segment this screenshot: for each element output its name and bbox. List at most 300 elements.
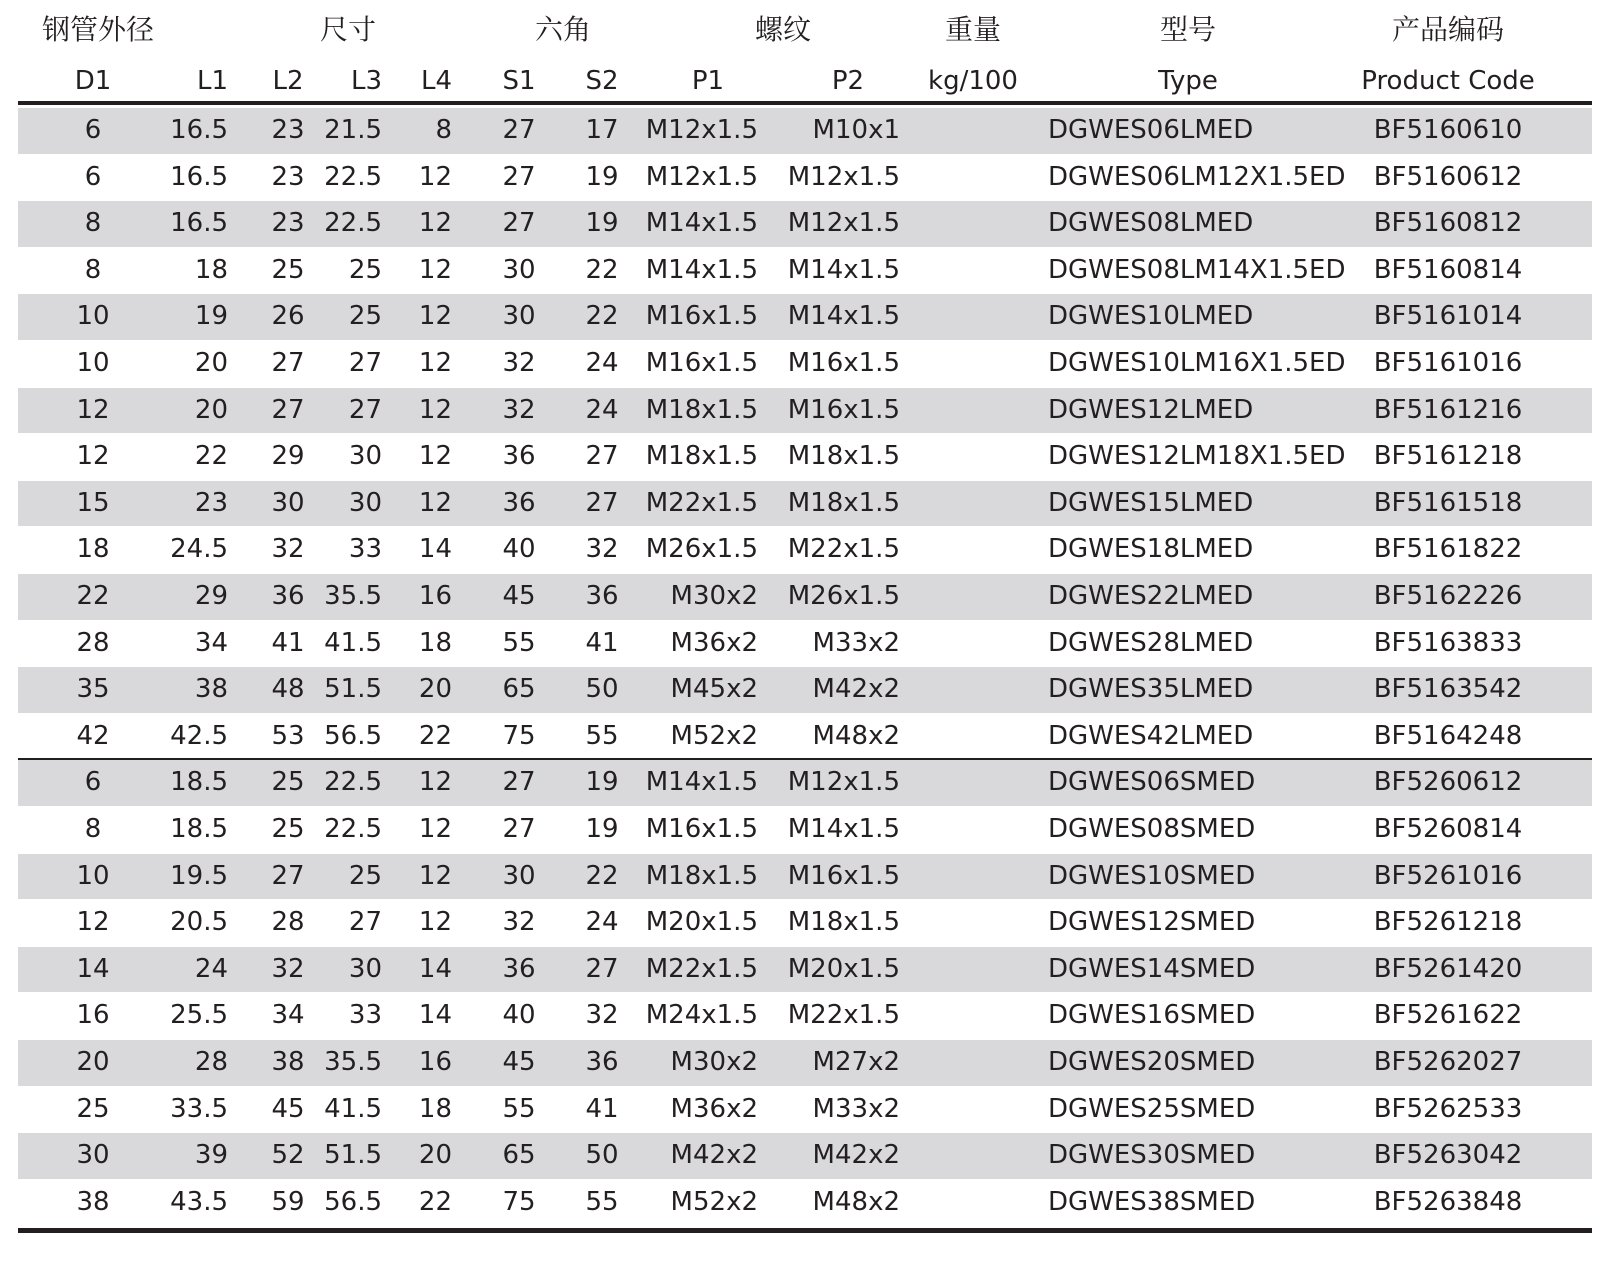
- cell-d1: 20: [76, 1047, 110, 1077]
- cell-l2: 28: [271, 907, 305, 938]
- cell-d1: 12: [76, 907, 110, 938]
- cell-l4: 8: [435, 115, 452, 145]
- cell-weight: [918, 667, 1028, 713]
- cell-p2: M14x1.5: [787, 301, 900, 332]
- cell-weight: [918, 807, 1028, 853]
- cell-l2: 23: [271, 208, 305, 239]
- cell-type: DGWES06SMED: [1048, 767, 1256, 798]
- cell-l3: 51.5: [324, 674, 382, 705]
- header-col-weight: kg/100: [928, 66, 1018, 96]
- cell-l2: 32: [271, 534, 305, 565]
- table-row: [18, 434, 1592, 480]
- cell-s2: 19: [585, 814, 619, 844]
- cell-l2: 23: [271, 115, 305, 145]
- cell-p1: M30x2: [670, 1047, 758, 1077]
- cell-s1: 32: [502, 348, 536, 378]
- cell-l4: 12: [418, 348, 452, 378]
- header-group-row: [18, 0, 1592, 60]
- cell-l3: 30: [348, 487, 382, 518]
- header-col-s1: S1: [502, 66, 536, 96]
- cell-p2: M42x2: [812, 674, 900, 705]
- cell-p2: M16x1.5: [787, 348, 900, 378]
- cell-s1: 27: [502, 161, 536, 192]
- cell-l4: 12: [418, 161, 452, 192]
- cell-l1: 24.5: [170, 534, 228, 565]
- cell-p1: M18x1.5: [645, 441, 758, 472]
- cell-code: BF5162226: [1373, 581, 1523, 611]
- table-row: [18, 900, 1592, 946]
- cell-s1: 27: [502, 767, 536, 798]
- cell-l4: 20: [418, 674, 452, 705]
- cell-l4: 16: [418, 581, 452, 611]
- cell-l3: 41.5: [324, 627, 382, 658]
- cell-p2: M12x1.5: [787, 161, 900, 192]
- table-row: [18, 760, 1592, 806]
- cell-p1: M36x2: [670, 627, 758, 658]
- table-row: [18, 621, 1592, 667]
- cell-l1: 23: [194, 487, 228, 518]
- cell-weight: [918, 900, 1028, 946]
- cell-s1: 55: [502, 627, 536, 658]
- cell-p1: M45x2: [670, 674, 758, 705]
- cell-code: BF5261016: [1373, 860, 1523, 891]
- cell-type: DGWES10SMED: [1048, 860, 1256, 891]
- cell-s1: 45: [502, 1047, 536, 1077]
- cell-p1: M16x1.5: [645, 814, 758, 844]
- cell-code: BF5161518: [1373, 487, 1523, 518]
- cell-d1: 10: [76, 860, 110, 891]
- cell-l2: 34: [271, 1000, 305, 1031]
- cell-l3: 22.5: [324, 208, 382, 239]
- table-row: [18, 388, 1592, 434]
- table-row: [18, 341, 1592, 387]
- cell-code: BF5261218: [1373, 907, 1523, 938]
- cell-d1: 16: [76, 1000, 110, 1031]
- cell-l2: 38: [271, 1047, 305, 1077]
- table-row: [18, 201, 1592, 247]
- cell-weight: [918, 341, 1028, 387]
- header-group-code: 产品编码: [1391, 13, 1504, 46]
- cell-p1: M52x2: [670, 720, 758, 751]
- cell-p2: M18x1.5: [787, 441, 900, 472]
- cell-l2: 53: [271, 720, 305, 751]
- cell-weight: [918, 574, 1028, 620]
- cell-p1: M24x1.5: [645, 1000, 758, 1031]
- cell-l1: 16.5: [170, 161, 228, 192]
- header-group-pipe-od: 钢管外径: [41, 13, 154, 46]
- cell-l3: 27: [348, 394, 382, 425]
- cell-code: BF5263042: [1373, 1140, 1523, 1171]
- cell-l4: 12: [418, 860, 452, 891]
- cell-s1: 32: [502, 907, 536, 938]
- cell-type: DGWES22LMED: [1048, 581, 1254, 611]
- cell-type: DGWES25SMED: [1048, 1093, 1256, 1124]
- cell-code: BF5260814: [1373, 814, 1523, 844]
- cell-l1: 38: [194, 674, 228, 705]
- cell-s1: 65: [502, 674, 536, 705]
- cell-weight: [918, 714, 1028, 760]
- table-row: [18, 993, 1592, 1039]
- cell-l3: 35.5: [324, 1047, 382, 1077]
- cell-d1: 28: [76, 627, 110, 658]
- cell-d1: 35: [76, 674, 110, 705]
- cell-d1: 22: [76, 581, 110, 611]
- cell-s1: 75: [502, 720, 536, 751]
- cell-s1: 30: [502, 860, 536, 891]
- cell-type: DGWES12LM18X1.5ED: [1048, 441, 1346, 472]
- cell-p1: M14x1.5: [645, 208, 758, 239]
- cell-l1: 42.5: [170, 720, 228, 751]
- cell-code: BF5260612: [1373, 767, 1523, 798]
- cell-l4: 14: [418, 953, 452, 984]
- cell-l4: 18: [418, 1093, 452, 1124]
- cell-l1: 20: [194, 348, 228, 378]
- cell-weight: [918, 1133, 1028, 1179]
- cell-l2: 25: [271, 767, 305, 798]
- cell-d1: 14: [76, 953, 110, 984]
- cell-l4: 12: [418, 301, 452, 332]
- table-row: [18, 854, 1592, 900]
- cell-s2: 19: [585, 161, 619, 192]
- cell-type: DGWES08LM14X1.5ED: [1048, 254, 1346, 285]
- header-col-l1: L1: [196, 66, 228, 96]
- cell-l4: 22: [418, 1186, 452, 1217]
- header-col-l3: L3: [350, 66, 382, 96]
- cell-l2: 36: [271, 581, 305, 611]
- cell-l4: 16: [418, 1047, 452, 1077]
- cell-p1: M16x1.5: [645, 348, 758, 378]
- cell-l4: 12: [418, 907, 452, 938]
- cell-s2: 19: [585, 767, 619, 798]
- table-row: [18, 1087, 1592, 1133]
- cell-code: BF5160812: [1373, 208, 1523, 239]
- cell-s2: 24: [585, 348, 619, 378]
- header-column-row: [18, 60, 1592, 102]
- cell-p1: M12x1.5: [645, 115, 758, 145]
- cell-l3: 56.5: [324, 1186, 382, 1217]
- cell-s1: 65: [502, 1140, 536, 1171]
- cell-p1: M30x2: [670, 581, 758, 611]
- cell-l4: 12: [418, 441, 452, 472]
- cell-l2: 29: [271, 441, 305, 472]
- cell-weight: [918, 993, 1028, 1039]
- cell-p1: M42x2: [670, 1140, 758, 1171]
- cell-p2: M27x2: [812, 1047, 900, 1077]
- table-row: [18, 1180, 1592, 1226]
- cell-code: BF5161822: [1373, 534, 1523, 565]
- header-col-d1: D1: [74, 66, 112, 96]
- cell-code: BF5263848: [1373, 1186, 1523, 1217]
- cell-s2: 32: [585, 1000, 619, 1031]
- cell-p1: M26x1.5: [645, 534, 758, 565]
- cell-weight: [918, 1180, 1028, 1226]
- cell-s1: 30: [502, 254, 536, 285]
- cell-l1: 28: [194, 1047, 228, 1077]
- bottom-rule: [18, 1228, 1592, 1233]
- header-col-type: Type: [1158, 66, 1218, 96]
- cell-l1: 18.5: [170, 767, 228, 798]
- cell-type: DGWES16SMED: [1048, 1000, 1256, 1031]
- cell-type: DGWES18LMED: [1048, 534, 1254, 565]
- cell-l1: 19.5: [170, 860, 228, 891]
- cell-d1: 8: [84, 254, 102, 285]
- header-rule: [18, 101, 1592, 105]
- cell-s1: 40: [502, 1000, 536, 1031]
- cell-p2: M26x1.5: [787, 581, 900, 611]
- header-group-dimensions: 尺寸: [319, 13, 376, 46]
- cell-weight: [918, 854, 1028, 900]
- cell-p2: M22x1.5: [787, 1000, 900, 1031]
- cell-p1: M18x1.5: [645, 860, 758, 891]
- cell-p1: M14x1.5: [645, 767, 758, 798]
- cell-p1: M22x1.5: [645, 953, 758, 984]
- cell-weight: [918, 388, 1028, 434]
- cell-weight: [918, 248, 1028, 294]
- cell-s2: 22: [585, 301, 619, 332]
- cell-weight: [918, 434, 1028, 480]
- cell-p2: M18x1.5: [787, 907, 900, 938]
- cell-weight: [918, 108, 1028, 154]
- cell-p1: M12x1.5: [645, 161, 758, 192]
- cell-d1: 8: [84, 814, 102, 844]
- cell-code: BF5160612: [1373, 161, 1523, 192]
- cell-s2: 36: [585, 1047, 619, 1077]
- cell-weight: [918, 1040, 1028, 1086]
- table-row: [18, 155, 1592, 201]
- cell-s2: 27: [585, 487, 619, 518]
- cell-weight: [918, 155, 1028, 201]
- header-col-l4: L4: [420, 66, 452, 96]
- cell-d1: 38: [76, 1186, 110, 1217]
- cell-s2: 27: [585, 953, 619, 984]
- cell-type: DGWES30SMED: [1048, 1140, 1256, 1171]
- cell-l3: 25: [348, 301, 382, 332]
- cell-l1: 18.5: [170, 814, 228, 844]
- cell-s2: 50: [585, 1140, 619, 1171]
- cell-l4: 18: [418, 627, 452, 658]
- cell-s2: 22: [585, 860, 619, 891]
- cell-l1: 29: [194, 581, 228, 611]
- cell-p2: M16x1.5: [787, 860, 900, 891]
- cell-d1: 15: [76, 487, 110, 518]
- table-row: [18, 248, 1592, 294]
- cell-l1: 20.5: [170, 907, 228, 938]
- cell-s1: 27: [502, 115, 536, 145]
- cell-l3: 22.5: [324, 814, 382, 844]
- cell-l2: 23: [271, 161, 305, 192]
- cell-code: BF5161016: [1373, 348, 1523, 378]
- table-row: [18, 667, 1592, 713]
- cell-d1: 10: [76, 348, 110, 378]
- cell-p2: M12x1.5: [787, 208, 900, 239]
- cell-p2: M33x2: [812, 1093, 900, 1124]
- table-row: [18, 947, 1592, 993]
- cell-p2: M20x1.5: [787, 953, 900, 984]
- cell-l3: 30: [348, 441, 382, 472]
- cell-s1: 32: [502, 394, 536, 425]
- cell-l2: 32: [271, 953, 305, 984]
- cell-s2: 41: [585, 1093, 619, 1124]
- cell-d1: 12: [76, 394, 110, 425]
- cell-p2: M42x2: [812, 1140, 900, 1171]
- cell-type: DGWES12LMED: [1048, 394, 1254, 425]
- cell-p2: M48x2: [812, 1186, 900, 1217]
- cell-weight: [918, 527, 1028, 573]
- cell-l2: 26: [271, 301, 305, 332]
- cell-l3: 22.5: [324, 767, 382, 798]
- cell-s1: 36: [502, 953, 536, 984]
- cell-l1: 16.5: [170, 115, 228, 145]
- header-group-weight: 重量: [944, 13, 1001, 46]
- cell-l4: 12: [418, 254, 452, 285]
- cell-d1: 6: [84, 767, 102, 798]
- cell-s1: 27: [502, 814, 536, 844]
- cell-s2: 50: [585, 674, 619, 705]
- cell-type: DGWES12SMED: [1048, 907, 1256, 938]
- cell-s2: 32: [585, 534, 619, 565]
- cell-s2: 22: [585, 254, 619, 285]
- table-row: [18, 1040, 1592, 1086]
- cell-l4: 12: [418, 394, 452, 425]
- cell-type: DGWES14SMED: [1048, 953, 1256, 984]
- cell-s1: 30: [502, 301, 536, 332]
- cell-l4: 12: [418, 487, 452, 518]
- cell-l1: 19: [194, 301, 228, 332]
- cell-l4: 12: [418, 208, 452, 239]
- cell-p1: M18x1.5: [645, 394, 758, 425]
- cell-l1: 16.5: [170, 208, 228, 239]
- cell-weight: [918, 947, 1028, 993]
- cell-type: DGWES20SMED: [1048, 1047, 1256, 1077]
- cell-l3: 25: [348, 254, 382, 285]
- cell-type: DGWES42LMED: [1048, 720, 1254, 751]
- cell-p1: M16x1.5: [645, 301, 758, 332]
- cell-d1: 25: [76, 1093, 110, 1124]
- cell-l1: 25.5: [170, 1000, 228, 1031]
- cell-s2: 17: [585, 115, 619, 145]
- cell-code: BF5163542: [1373, 674, 1523, 705]
- cell-p2: M10x1: [812, 115, 900, 145]
- cell-p1: M36x2: [670, 1093, 758, 1124]
- table-row: [18, 807, 1592, 853]
- cell-l1: 43.5: [170, 1186, 228, 1217]
- cell-l3: 41.5: [324, 1093, 382, 1124]
- cell-l3: 30: [348, 953, 382, 984]
- cell-code: BF5261420: [1373, 953, 1523, 984]
- cell-p2: M33x2: [812, 627, 900, 658]
- cell-type: DGWES06LM12X1.5ED: [1048, 161, 1346, 192]
- cell-p2: M14x1.5: [787, 814, 900, 844]
- cell-weight: [918, 481, 1028, 527]
- cell-l3: 33: [348, 1000, 382, 1031]
- header-col-p1: P1: [691, 66, 725, 96]
- cell-l2: 25: [271, 254, 305, 285]
- cell-l3: 27: [348, 907, 382, 938]
- cell-type: DGWES38SMED: [1048, 1186, 1256, 1217]
- cell-type: DGWES35LMED: [1048, 674, 1254, 705]
- cell-p1: M22x1.5: [645, 487, 758, 518]
- cell-p1: M52x2: [670, 1186, 758, 1217]
- cell-s2: 24: [585, 907, 619, 938]
- cell-l2: 27: [271, 860, 305, 891]
- cell-code: BF5161218: [1373, 441, 1523, 472]
- cell-type: DGWES08LMED: [1048, 208, 1254, 239]
- cell-type: DGWES10LM16X1.5ED: [1048, 348, 1346, 378]
- cell-code: BF5161216: [1373, 394, 1523, 425]
- cell-l3: 25: [348, 860, 382, 891]
- cell-l1: 22: [194, 441, 228, 472]
- table-row: [18, 574, 1592, 620]
- cell-l2: 27: [271, 394, 305, 425]
- cell-type: DGWES10LMED: [1048, 301, 1254, 332]
- cell-s2: 36: [585, 581, 619, 611]
- cell-p1: M14x1.5: [645, 254, 758, 285]
- cell-p2: M14x1.5: [787, 254, 900, 285]
- cell-l3: 21.5: [324, 115, 382, 145]
- cell-p2: M48x2: [812, 720, 900, 751]
- cell-s2: 41: [585, 627, 619, 658]
- cell-l1: 33.5: [170, 1093, 228, 1124]
- cell-code: BF5161014: [1373, 301, 1523, 332]
- header-group-type: 型号: [1159, 13, 1216, 46]
- cell-l2: 48: [271, 674, 305, 705]
- cell-s2: 19: [585, 208, 619, 239]
- cell-d1: 10: [76, 301, 110, 332]
- cell-d1: 12: [76, 441, 110, 472]
- cell-code: BF5160610: [1373, 115, 1523, 145]
- cell-d1: 30: [76, 1140, 110, 1171]
- cell-s2: 55: [585, 1186, 619, 1217]
- cell-l2: 45: [271, 1093, 305, 1124]
- cell-p1: M20x1.5: [645, 907, 758, 938]
- table-row: [18, 527, 1592, 573]
- cell-d1: 8: [84, 208, 102, 239]
- cell-type: DGWES15LMED: [1048, 487, 1254, 518]
- cell-l3: 51.5: [324, 1140, 382, 1171]
- cell-p2: M16x1.5: [787, 394, 900, 425]
- cell-l1: 20: [194, 394, 228, 425]
- cell-l4: 14: [418, 534, 452, 565]
- header-col-code: Product Code: [1361, 66, 1535, 96]
- table-row: [18, 714, 1592, 760]
- cell-type: DGWES08SMED: [1048, 814, 1256, 844]
- header-group-thread: 螺纹: [754, 13, 811, 46]
- cell-weight: [918, 201, 1028, 247]
- group-separator: [18, 758, 1592, 760]
- cell-type: DGWES06LMED: [1048, 115, 1254, 145]
- cell-code: BF5163833: [1373, 627, 1523, 658]
- cell-l2: 25: [271, 814, 305, 844]
- cell-l4: 12: [418, 767, 452, 798]
- cell-l4: 12: [418, 814, 452, 844]
- cell-weight: [918, 1087, 1028, 1133]
- cell-s1: 45: [502, 581, 536, 611]
- cell-l1: 39: [194, 1140, 228, 1171]
- cell-l3: 35.5: [324, 581, 382, 611]
- cell-d1: 42: [76, 720, 110, 751]
- cell-s2: 24: [585, 394, 619, 425]
- cell-l3: 56.5: [324, 720, 382, 751]
- header-col-s2: S2: [585, 66, 619, 96]
- cell-l4: 20: [418, 1140, 452, 1171]
- cell-l3: 33: [348, 534, 382, 565]
- cell-l2: 59: [271, 1186, 305, 1217]
- header-col-l2: L2: [272, 66, 304, 96]
- cell-s1: 55: [502, 1093, 536, 1124]
- cell-code: BF5160814: [1373, 254, 1523, 285]
- cell-s2: 27: [585, 441, 619, 472]
- table-row: [18, 481, 1592, 527]
